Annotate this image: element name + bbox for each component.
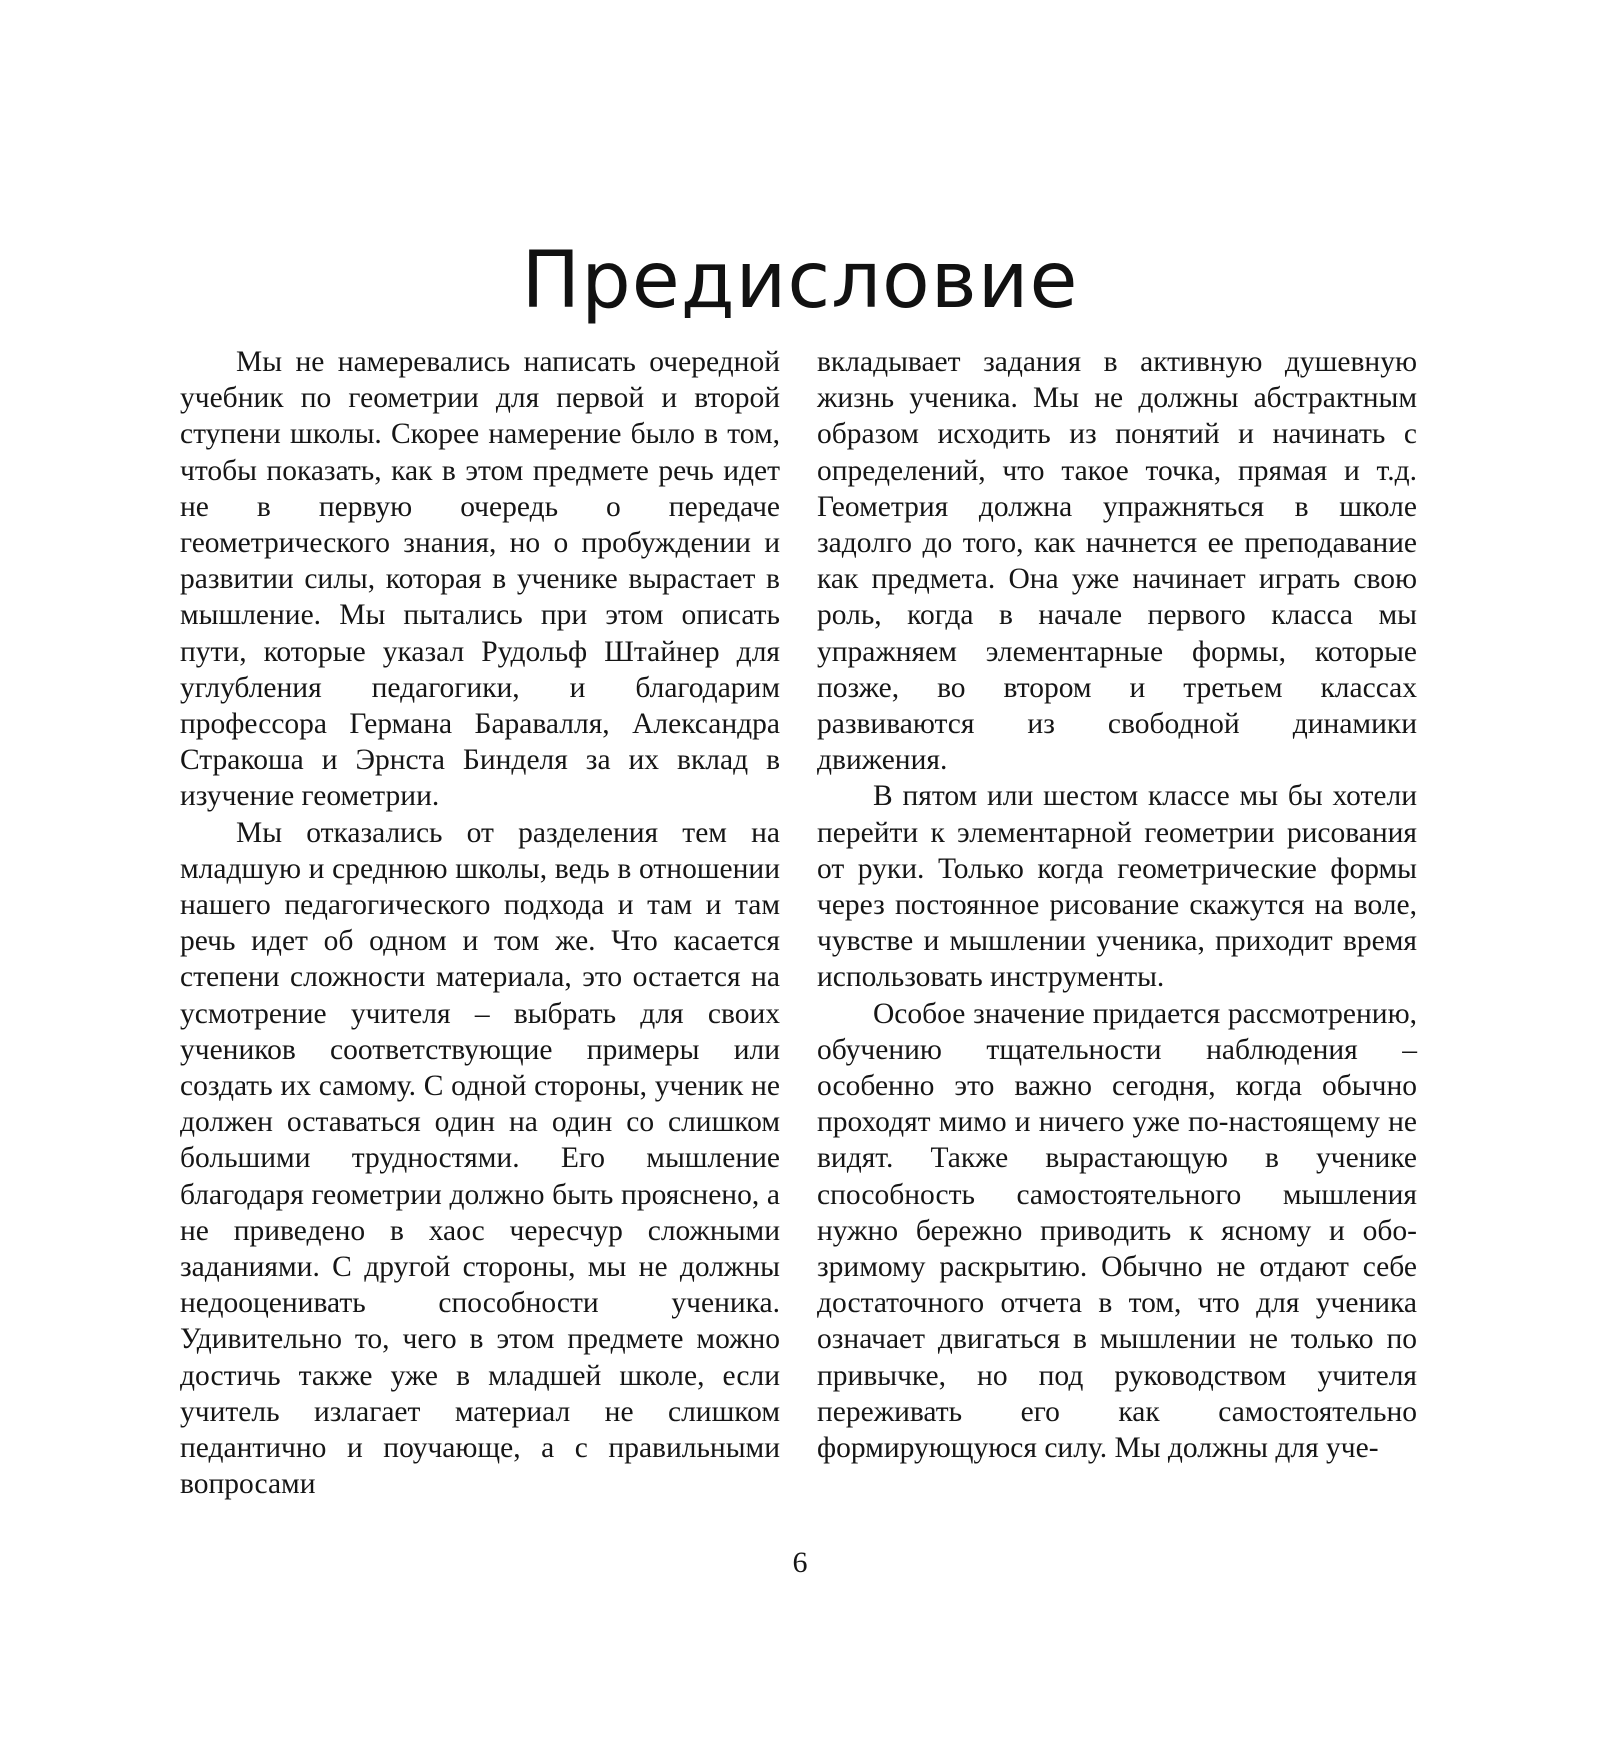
page-number: 6 xyxy=(792,1546,808,1579)
paragraph: Мы отказались от разделения тем на младшую и среднюю школы, ведь в отношении нашего педагогического подхода и там и там речь идет об одном и том же. Что касается степени сложности материала, это остается на усмотрение учителя – выбрать для своих учеников соответствующие примеры или создать их самому. С одной стороны, ученик не должен оставаться один на один со слишком большими трудностями. Его мышление благодаря геометрии должно быть прояснено, а не приведено в хаос чересчур сложными заданиями. С другой стороны, мы не должны недооценивать способности ученика. Удивительно то, чего в этом предмете можно достичь также уже в младшей школе, если учитель излагает материал не слишком педантично и поучающе, а с правильными вопросами xyxy=(180,816,780,1501)
paragraph-continued: вкладывает задания в активную душевную жизнь ученика. Мы не должны абстрактным образом исходить из понятий и начинать с определений, что такое точка, прямая и т.д. Геометрия должна упражняться в школе задолго до того, как начнется ее преподавание как предмета. Она уже начинает играть свою роль, когда в начале первого класса мы упражняем элементарные формы, которые позже, во втором и третьем классах развиваются из свободной динамики движения. xyxy=(817,346,1417,777)
paragraph: Особое значение придается рассмотрению, обучению тщательности наблюдения – особенно это важно сегодня, когда обычно проходят мимо и ничего уже по-настоящему не видят. Также вырастающую в ученике способность самостоятельного мышления нужно бережно приводить к ясному и обозримому раскрытию. Обычно не отдают себе достаточного отчета в том, что для ученика означает двигаться в мышлении не только по привычке, но под руководством учителя переживать его как самостоятельно формирующуюся силу. Мы должны для уче- xyxy=(817,997,1417,1465)
paragraph: В пятом или шестом классе мы бы хотели перейти к элементарной геометрии рисования от руки. Только когда геометрические формы через постоянное рисование скажутся на воле, чувстве и мышлении ученика, приходит время использовать инструменты. xyxy=(817,780,1417,994)
right-text-column xyxy=(817,344,1417,1466)
left-text-column xyxy=(180,344,780,1503)
page-title: Предисловие xyxy=(521,236,1079,327)
paragraph: Мы не намеревались написать очередной учебник по геометрии для первой и второй ступени школы. Скорее намерение было в том, чтобы показать, как в этом предмете речь идет не в первую очередь о передаче геометрического знания, но о пробуждении и развитии силы, которая в ученике вырастает в мышление. Мы пытались при этом описать пути, которые указал Рудольф Штайнер для углубления педагогики, и благодарим профессора Германа Баравалля, Александра Стракоша и Эрнста Бинделя за их вклад в изучение геометрии. xyxy=(180,346,780,813)
